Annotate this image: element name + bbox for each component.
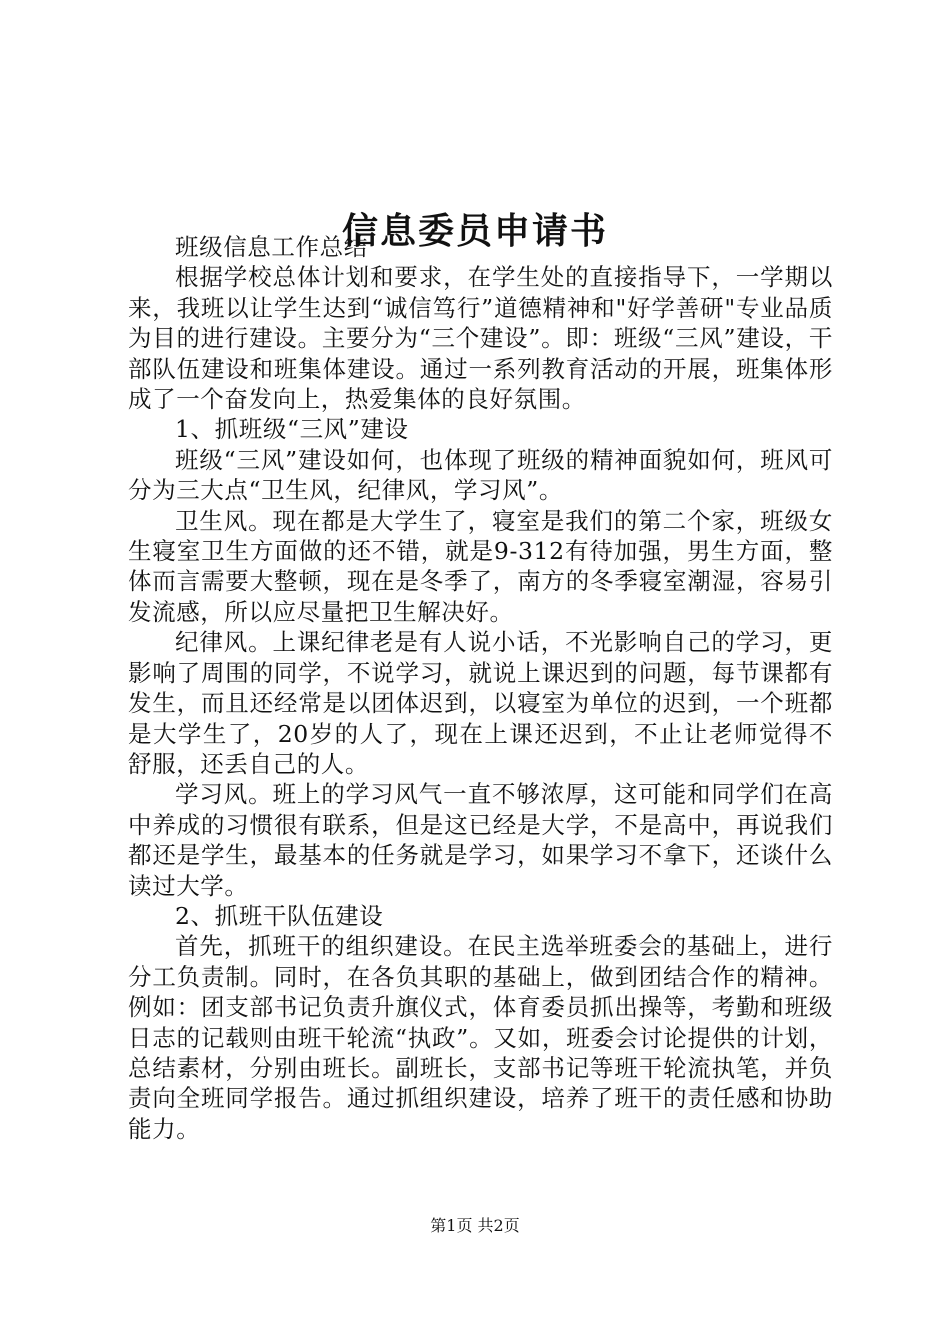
paragraph: 卫生风。现在都是大学生了，寝室是我们的第二个家，班级女生寝室卫生方面做的还不错，就是9-312有待加强，男生方面，整体而言需要大整顿，现在是冬季了，南方的冬季寝室潮湿，容易引发流感，所以应尽量把卫生解决好。 — [128, 506, 833, 626]
section-heading: 1、抓班级“三风”建设 — [175, 415, 409, 444]
section-heading: 班级信息工作总结 — [175, 233, 368, 261]
document-body — [128, 232, 833, 1144]
document-title: 信息委员申请书 — [341, 211, 608, 253]
page-footer: 第1页 共2页 — [430, 1216, 520, 1235]
paragraph: 学习风。班上的学习风气一直不够浓厚，这可能和同学们在高中养成的习惯很有联系，但是这已经是大学，不是高中，再说我们都还是学生，最基本的任务就是学习，如果学习不拿下，还谈什么读过大学。 — [128, 780, 833, 900]
section-heading: 2、抓班干队伍建设 — [175, 901, 384, 930]
paragraph: 班级“三风”建设如何，也体现了班级的精神面貌如何，班风可分为三大点“卫生风，纪律风，学习风”。 — [128, 445, 833, 505]
paragraph: 纪律风。上课纪律老是有人说小话，不光影响自己的学习，更影响了周围的同学，不说学习，就说上课迟到的问题，每节课都有发生，而且还经常是以团体迟到，以寝室为单位的迟到，一个班都是大学生了，20岁的人了，现在上课还迟到，不止让老师觉得不舒服，还丢自己的人。 — [128, 628, 833, 778]
paragraph: 根据学校总体计划和要求，在学生处的直接指导下，一学期以来，我班以让学生达到“诚信笃行”道德精神和"好学善研"专业品质为目的进行建设。主要分为“三个建设”。即：班级“三风”建设，干部队伍建设和班集体建设。通过一系列教育活动的开展，班集体形成了一个奋发向上，热爱集体的良好氛围。 — [128, 263, 833, 414]
paragraph: 首先，抓班干的组织建设。在民主选举班委会的基础上，进行分工负责制。同时，在各负其职的基础上，做到团结合作的精神。例如：团支部书记负责升旗仪式，体育委员抓出操等，考勤和班级日志的记载则由班干轮流“执政”。又如，班委会讨论提供的计划，总结素材，分别由班长。副班长，支部书记等班干轮流执笔，并负责向全班同学报告。通过抓组织建设，培养了班干的责任感和协助能力。 — [128, 932, 833, 1143]
